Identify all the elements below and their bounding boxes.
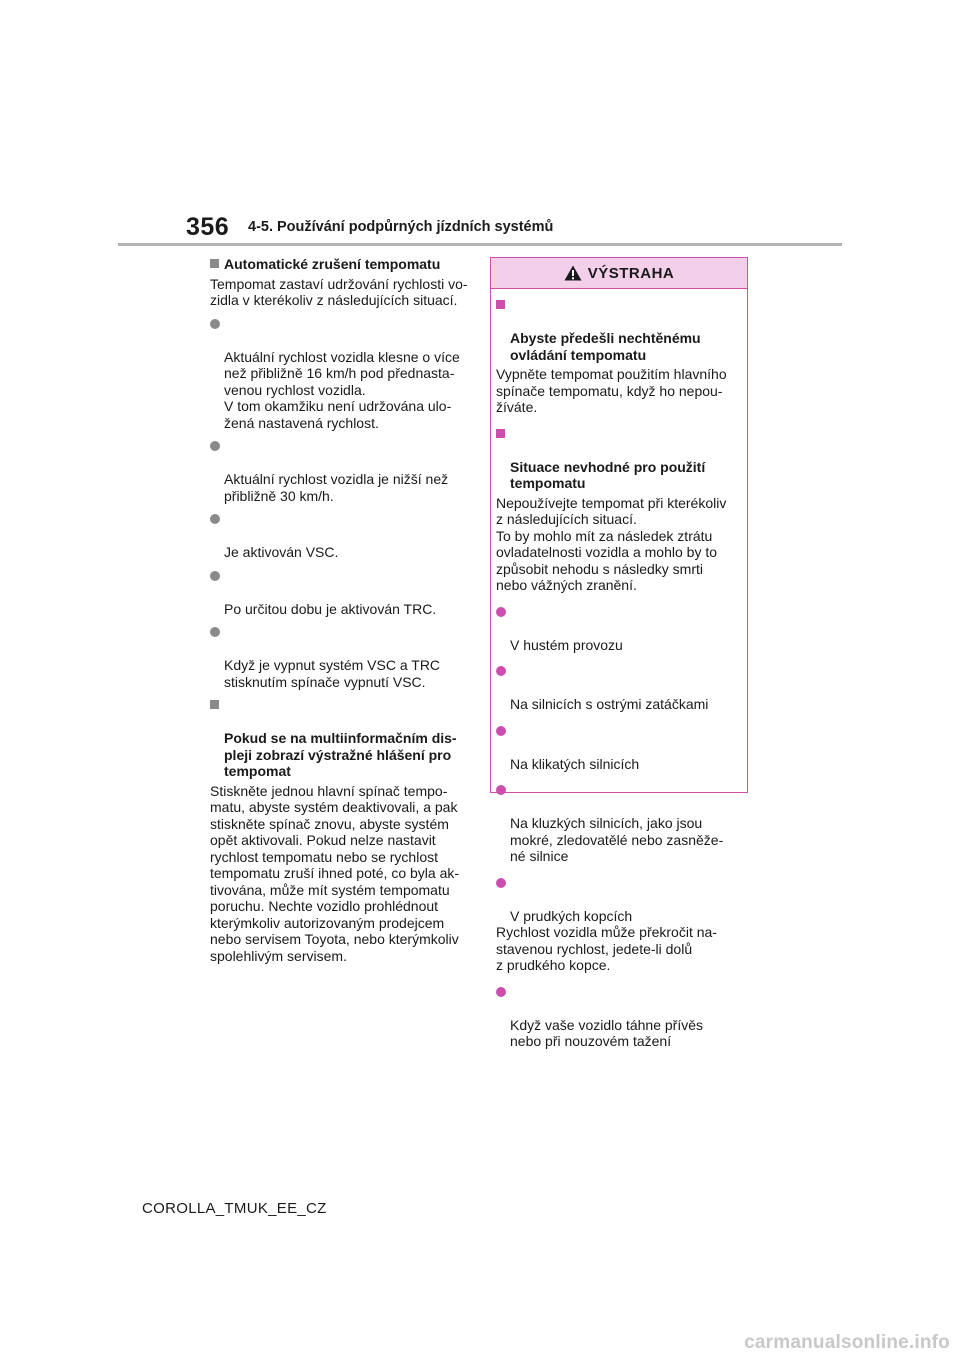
list-item xyxy=(210,624,472,690)
circle-bullet-icon xyxy=(496,607,506,617)
warning-header xyxy=(491,258,747,289)
heading-text: Pokud se na multiinformačním dis- pleji zobrazí výstražné hlášení pro tempomat xyxy=(224,730,457,779)
circle-bullet-icon xyxy=(210,514,220,524)
paragraph: Rychlost vozidla může překročit na- stavenou rychlost, jedete-li dolů z prudkého kopce. xyxy=(496,924,717,973)
list-item xyxy=(496,875,739,925)
warning-triangle-icon xyxy=(564,265,582,281)
section-title: 4-5. Používání podpůrných jízdních systémů xyxy=(248,219,554,235)
warning-heading xyxy=(496,297,739,363)
left-column xyxy=(210,256,472,971)
warning-title: VÝSTRAHA xyxy=(587,264,675,282)
circle-bullet-icon xyxy=(210,319,220,329)
heading-auto-cancel xyxy=(210,256,472,273)
paragraph: Vypněte tempomat použitím hlavního spínače tempomatu, když ho nepou- žíváte. xyxy=(496,366,727,415)
list-item xyxy=(496,663,739,713)
list-item xyxy=(496,782,739,865)
list-item xyxy=(210,511,472,561)
list-item-text: V prudkých kopcích xyxy=(510,907,633,924)
list-item-text: Na kluzkých silnicích, jako jsou mokré, zledovatělé nebo zasněže- né silnice xyxy=(510,815,724,864)
circle-bullet-icon xyxy=(496,987,506,997)
circle-bullet-icon xyxy=(496,726,506,736)
circle-bullet-icon xyxy=(496,666,506,676)
list-item xyxy=(210,438,472,504)
list-item-text: Aktuální rychlost vozidla je nižší než přibližně 30 km/h. xyxy=(224,471,449,504)
page-number: 356 xyxy=(186,213,230,241)
paragraph: Tempomat zastaví udržování rychlosti vo- zidla v kterékoliv z následujících situací. xyxy=(210,275,468,308)
list-item xyxy=(496,723,739,773)
circle-bullet-icon xyxy=(210,571,220,581)
circle-bullet-icon xyxy=(210,627,220,637)
circle-bullet-icon xyxy=(210,441,220,451)
list-item-text: Aktuální rychlost vozidla klesne o více než přibližně 16 km/h pod přednasta- venou rychlost vozidla. V tom okamžiku není udržována ulo- žená nastavená rychlost. xyxy=(224,348,460,431)
square-heading-icon xyxy=(210,700,219,709)
header-rule xyxy=(118,243,842,246)
heading-text: Abyste předešli nechtěnému ovládání tempomatu xyxy=(510,330,701,363)
heading-warning-message xyxy=(210,697,472,780)
list-item-text: Když vaše vozidlo táhne přívěs nebo při nouzovém tažení xyxy=(510,1016,703,1049)
list-item-text: Na silnicích s ostrými zatáčkami xyxy=(510,696,709,712)
circle-bullet-icon xyxy=(496,878,506,888)
list-item xyxy=(210,568,472,618)
list-item xyxy=(496,604,739,654)
warning-heading xyxy=(496,426,739,492)
square-heading-icon xyxy=(496,300,505,309)
list-item xyxy=(496,984,739,1050)
watermark[interactable]: carmanualsonline.info xyxy=(744,1332,950,1353)
heading-text: Automatické zrušení tempomatu xyxy=(224,256,441,272)
square-heading-icon xyxy=(496,429,505,438)
paragraph: Stiskněte jednou hlavní spínač tempo- matu, abyste systém deaktivovali, a pak stiskněte spínač znovu, abyste systém opět aktivovali. Pokud nelze nastavit rychlost tempomatu nebo se rychlost tempomatu zruší ihned poté, co byla ak- tivována, může mít systém tempomatu poruchu. Nechte vozidlo prohlédnout kterýmkoliv autorizovaným prodejcem nebo servisem Toyota, nebo kterýmkoliv spolehlivým servisem. xyxy=(210,782,460,964)
square-heading-icon xyxy=(210,259,219,268)
warning-body xyxy=(491,289,747,1050)
list-item-text: Je aktivován VSC. xyxy=(224,544,339,560)
list-item-text: V hustém provozu xyxy=(510,636,623,653)
footer-code: COROLLA_TMUK_EE_CZ xyxy=(142,1200,327,1217)
warning-box xyxy=(490,257,748,1049)
heading-text: Situace nevhodné pro použití tempomatu xyxy=(510,458,706,491)
list-item-text: Po určitou dobu je aktivován TRC. xyxy=(224,600,437,617)
list-item-text: Když je vypnut systém VSC a TRC stisknutím spínače vypnutí VSC. xyxy=(224,657,441,690)
circle-bullet-icon xyxy=(496,785,506,795)
list-item xyxy=(210,316,472,432)
list-item-text: Na klikatých silnicích xyxy=(510,755,640,772)
paragraph: Nepoužívejte tempomat při kterékoliv z následujících situací. To by mohlo mít za následek ztrátu ovladatelnosti vozidla a mohlo by to způsobit nehodu s následky smrti nebo vážných zranění. xyxy=(496,494,727,593)
